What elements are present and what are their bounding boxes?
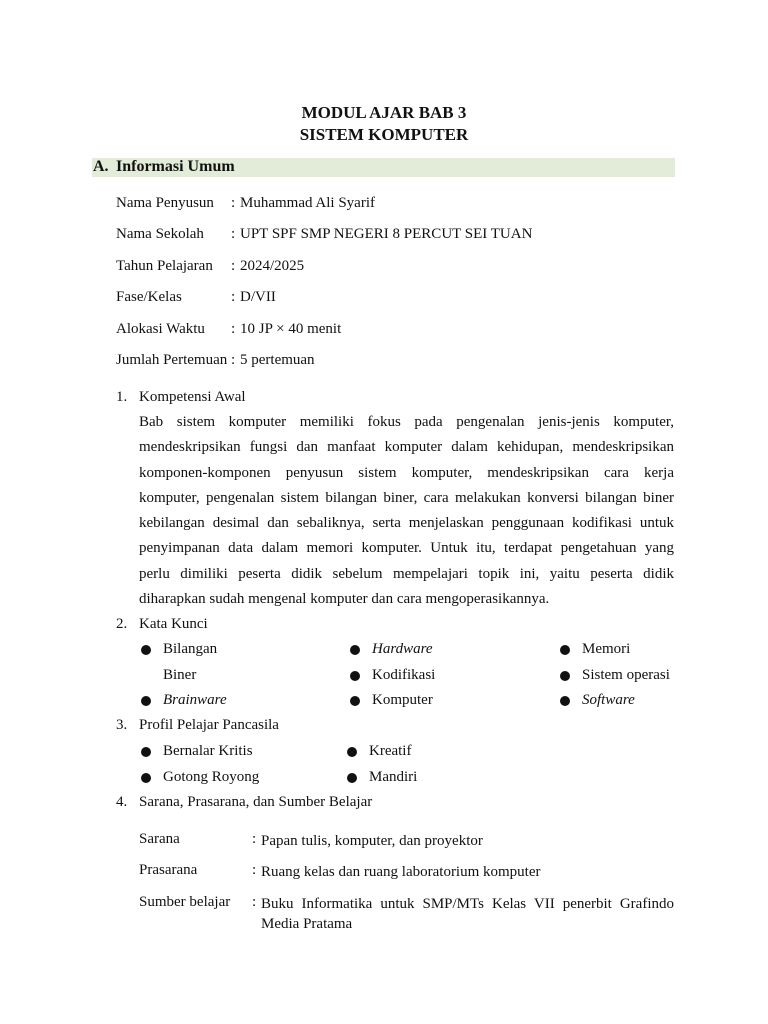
bullet-icon [141, 645, 151, 655]
bullet-icon [141, 773, 151, 783]
resource-value: Ruang kelas dan ruang laboratorium komputer [261, 864, 541, 880]
keyword: Software [582, 692, 635, 708]
list-number: 1. [116, 389, 128, 405]
bullet-icon [347, 773, 357, 783]
info-value: 10 JP × 40 menit [240, 321, 342, 337]
bullet-icon [347, 747, 357, 757]
bullet-icon [141, 747, 151, 757]
section-letter: A. [93, 158, 109, 175]
info-colon: : [231, 289, 236, 305]
document-subtitle: SISTEM KOMPUTER [299, 125, 469, 144]
bullet-icon [350, 671, 360, 681]
keyword: Memori [582, 641, 631, 657]
kompetensi-paragraph [139, 410, 674, 612]
info-value: 2024/2025 [240, 258, 305, 274]
paragraph-line: komponen-komponen penyusun sistem komputer, mendeskripsikan cara kerja [139, 464, 674, 481]
info-colon: : [231, 352, 236, 368]
info-label: Nama Sekolah [116, 226, 204, 242]
info-colon: : [231, 258, 236, 274]
keyword: Biner [163, 667, 197, 683]
info-label: Nama Penyusun [116, 195, 214, 211]
paragraph-line: Bab sistem komputer memiliki fokus pada pengenalan jenis-jenis komputer, [139, 414, 674, 430]
list-number: 2. [116, 616, 128, 632]
info-value: D/VII [240, 289, 276, 305]
keyword: Komputer [372, 692, 433, 708]
info-label: Jumlah Pertemuan [116, 352, 228, 368]
resource-value: Buku Informatika untuk SMP/MTs Kelas VII penerbit Grafindo Media Pratama [261, 896, 674, 932]
bullet-icon [350, 645, 360, 655]
paragraph-line: kebilangan desimal dan sebaliknya, serta menjelaskan penggunaan kodifikasi untuk [139, 515, 674, 532]
info-value: UPT SPF SMP NEGERI 8 PERCUT SEI TUAN [240, 226, 533, 242]
keyword: Brainware [163, 692, 227, 708]
bullet-icon [560, 671, 570, 681]
resource-label: Sarana [139, 831, 180, 847]
profil-item: Bernalar Kritis [163, 743, 253, 759]
resource-colon: : [252, 862, 257, 878]
resource-colon: : [252, 894, 257, 910]
paragraph-line: komputer, pengenalan sistem bilangan biner, cara melakukan konversi bilangan biner [139, 489, 674, 506]
list-item-title: Kompetensi Awal [139, 389, 246, 405]
info-label: Fase/Kelas [116, 289, 182, 305]
paragraph-line: penyimpanan data dalam memori komputer. Untuk itu, terdapat pengetahuan yang [139, 540, 674, 557]
profil-item: Gotong Royong [163, 769, 260, 785]
keyword: Bilangan [163, 641, 218, 657]
info-value: Muhammad Ali Syarif [240, 195, 375, 211]
paragraph-line: mendeskripsikan fungsi dan manfaat komputer dalam kehidupan, mendeskripsikan [139, 439, 674, 456]
bullet-icon [350, 696, 360, 706]
info-colon: : [231, 321, 236, 337]
profil-item: Kreatif [369, 743, 412, 759]
info-label: Tahun Pelajaran [116, 258, 213, 274]
info-colon: : [231, 226, 236, 242]
paragraph-line: diharapkan sudah mengenal komputer dan cara mengoperasikannya. [139, 591, 550, 608]
list-number: 4. [116, 794, 128, 810]
list-item-title: Kata Kunci [139, 616, 208, 632]
resource-label: Prasarana [139, 862, 198, 878]
keyword: Hardware [372, 641, 433, 657]
profil-item: Mandiri [369, 769, 418, 785]
keyword: Sistem operasi [582, 667, 670, 683]
list-item-title: Profil Pelajar Pancasila [139, 717, 279, 733]
resource-value: Papan tulis, komputer, dan proyektor [261, 833, 483, 849]
keyword: Kodifikasi [372, 667, 436, 683]
info-value: 5 pertemuan [240, 352, 315, 368]
resource-label: Sumber belajar [139, 894, 231, 910]
info-colon: : [231, 195, 236, 211]
bullet-icon [141, 696, 151, 706]
bullet-icon [560, 696, 570, 706]
list-number: 3. [116, 717, 128, 733]
info-label: Alokasi Waktu [116, 321, 205, 337]
paragraph-line: perlu dimiliki peserta didik sebelum mempelajari topik ini, yaitu peserta didik [139, 565, 674, 582]
bullet-icon [560, 645, 570, 655]
resource-colon: : [252, 831, 257, 847]
list-item-title: Sarana, Prasarana, dan Sumber Belajar [139, 794, 373, 810]
document-title: MODUL AJAR BAB 3 [301, 103, 467, 122]
section-title: Informasi Umum [116, 158, 235, 175]
